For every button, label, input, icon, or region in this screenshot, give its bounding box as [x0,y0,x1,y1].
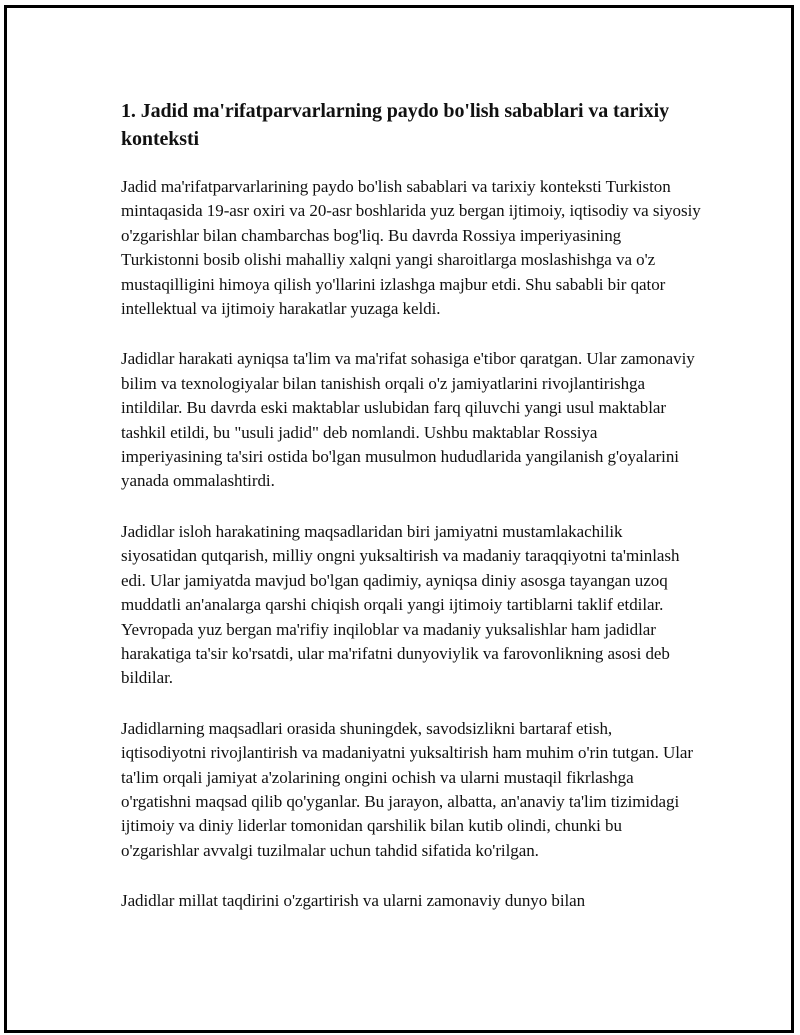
paragraph-1: Jadid ma'rifatparvarlarining paydo bo'lish sabablari va tarixiy konteksti Turkiston mintaqasida 19-asr oxiri va 20-asr boshlarida yuz bergan ijtimoiy, iqtisodiy va siyosiy o'zgarishlar bilan chambarchas bog'liq. Bu davrda Rossiya imperiyasining Turkistonni bosib olishi mahalliy xalqni yangi sharoitlarga moslashishga va o'z mustaqilligini himoya qilish yo'llarini izlashga majbur etdi. Shu sababli bir qator intellektual va ijtimoiy harakatlar yuzaga keldi. [121,177,701,319]
paragraph-5: Jadidlar millat taqdirini o'zgartirish va ularni zamonaviy dunyo bilan [121,891,586,911]
paragraph-4: Jadidlarning maqsadlari orasida shuningdek, savodsizlikni bartaraf etish, iqtisodiyotni rivojlantirish va madaniyatni yuksaltirish ham muhim o'rin tutgan. Ular ta'lim orqali jamiyat a'zolarining ongini ochish va ularni mustaqil fikrlashga o'rgatishni maqsad qilib qo'yganlar. Bu jarayon, albatta, an'anaviy ta'lim tizimidagi ijtimoiy va diniy liderlar tomonidan qarshilik bilan kutib olindi, chunki bu o'zgarishlar avvalgi tuzilmalar uchun tahdid sifatida ko'rilgan. [121,718,694,860]
section-heading: 1. Jadid ma'rifatparvarlarning paydo bo'lish sabablari va tarixiy konteksti [121,100,670,150]
document-body [121,97,701,940]
paragraph-3: Jadidlar isloh harakatining maqsadlaridan biri jamiyatni mustamlakachilik siyosatidan qutqarish, milliy ongni yuksaltirish va madaniy taraqqiyotni ta'minlash edi. Ular jamiyatda mavjud bo'lgan qadimiy, ayniqsa diniy asosga tayangan uzoq muddatli an'analarga qarshi chiqish orqali yangi ijtimoiy tartiblarni taklif etdilar. Yevropada yuz bergan ma'rifiy inqiloblar va madaniy yuksalishlar ham jadidlar harakatiga ta'sir ko'rsatdi, ular ma'rifatni dunyoviylik va farovonlikning asosi deb bildilar. [121,521,680,688]
document-page [4,5,794,1033]
paragraph-2: Jadidlar harakati ayniqsa ta'lim va ma'rifat sohasiga e'tibor qaratgan. Ular zamonaviy bilim va texnologiyalar bilan tanishish orqali o'z jamiyatlarini rivojlantirishga intildilar. Bu davrda eski maktablar uslubidan farq qiluvchi yangi usul maktablar tashkil etildi, bu "usuli jadid" deb nomlandi. Ushbu maktablar Rossiya imperiyasining ta'siri ostida bo'lgan musulmon hududlarida yangilanish g'oyalarini yanada ommalashtirdi. [121,349,695,491]
